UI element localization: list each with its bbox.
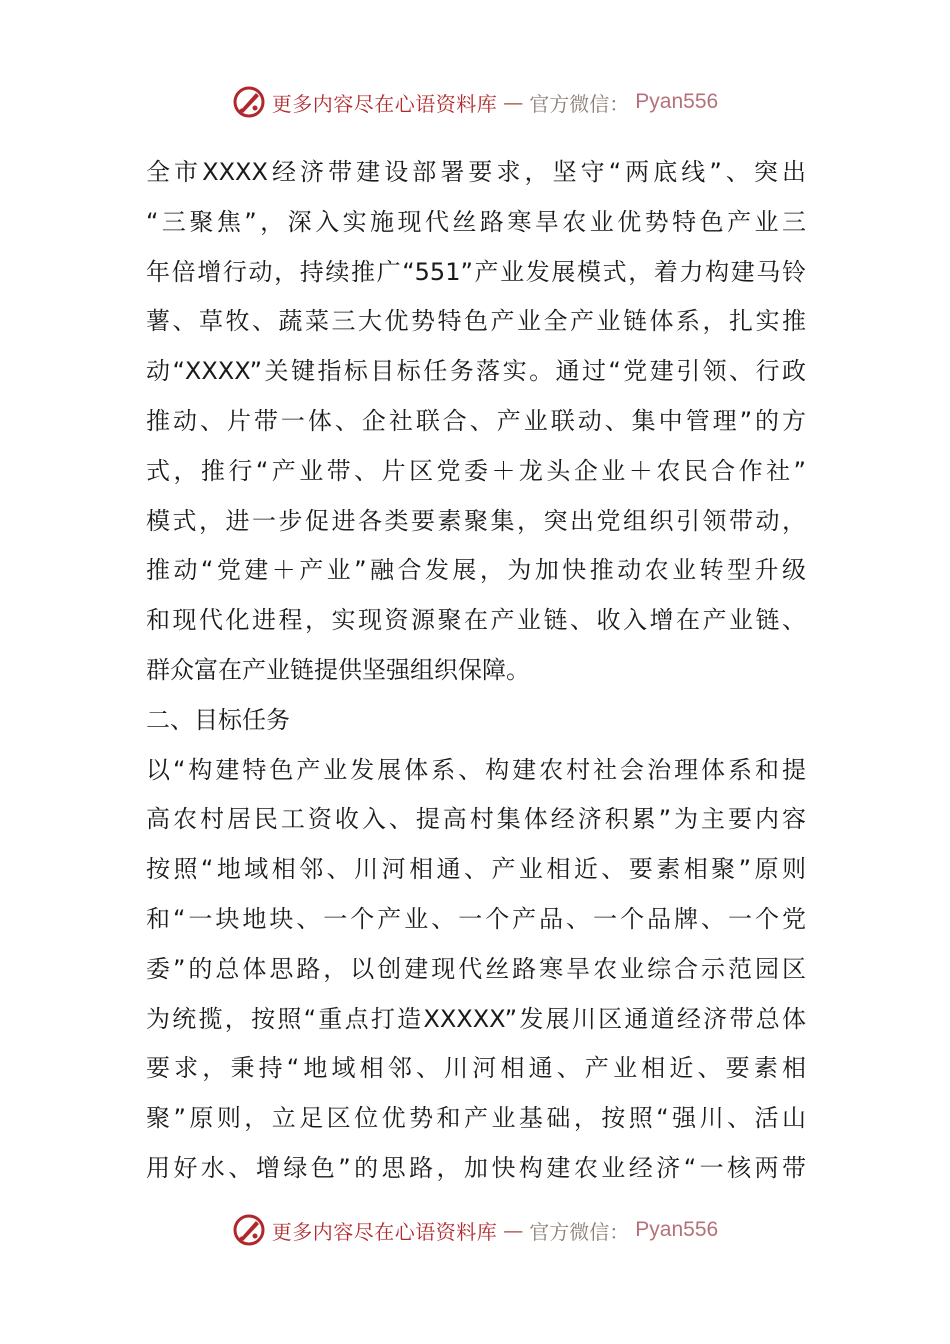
text-line: 高农村居民工资收入、提高村集体经济积累”为主要内容 xyxy=(146,805,806,834)
text-line: 按照“地域相邻、川河相通、产业相近、要素相聚”原则 xyxy=(146,855,806,884)
section-heading: 二、目标任务 xyxy=(146,705,290,734)
footer-banner xyxy=(0,1210,950,1250)
header-wechat-label: 官方微信： xyxy=(529,91,630,116)
text-line: 和“一块地块、一个产业、一个产品、一个品牌、一个党 xyxy=(146,904,806,933)
text-line: 以“构建特色产业发展体系、构建农村社会治理体系和提 xyxy=(146,755,806,784)
text-line: 薯、草牧、蔬菜三大优势特色产业全产业链体系，扎实推 xyxy=(146,307,806,336)
quill-seal-icon xyxy=(232,1213,266,1247)
text-line: 委”的总体思路，以创建现代丝路寒旱农业综合示范园区 xyxy=(146,954,806,983)
text-line: 要求，秉持“地域相邻、川河相通、产业相近、要素相 xyxy=(146,1054,806,1083)
document-body xyxy=(146,148,806,1194)
header-wechat-id: Pyan556 xyxy=(635,90,719,113)
header-separator: — xyxy=(503,90,524,114)
header-banner xyxy=(0,82,950,122)
text-line: 聚”原则，立足区位优势和产业基础，按照“强川、活山 xyxy=(146,1104,806,1133)
text-line: 式，推行“产业带、片区党委＋龙头企业＋农民合作社” xyxy=(146,456,806,485)
footer-wechat-id: Pyan556 xyxy=(635,1218,719,1241)
text-line: 为统揽，按照“重点打造XXXXX”发展川区通道经济带总体 xyxy=(146,1004,806,1033)
text-line: 动“XXXX”关键指标目标任务落实。通过“党建引领、行政 xyxy=(146,357,806,386)
text-line: 模式，进一步促进各类要素聚集，突出党组织引领带动， xyxy=(146,506,806,535)
text-line: 年倍增行动，持续推广“551”产业发展模式，着力构建马铃 xyxy=(146,257,806,286)
text-line: 推动“党建＋产业”融合发展，为加快推动农业转型升级 xyxy=(146,556,806,585)
footer-wechat-label: 官方微信： xyxy=(529,1219,630,1244)
footer-site-text: 更多内容尽在心语资料库 xyxy=(271,1219,498,1244)
quill-seal-icon xyxy=(232,85,266,119)
text-line: “三聚焦”，深入实施现代丝路寒旱农业优势特色产业三 xyxy=(146,207,806,236)
text-line: 全市XXXX经济带建设部署要求，坚守“两底线”、突出 xyxy=(146,158,806,186)
text-line: 推动、片带一体、企社联合、产业联动、集中管理”的方 xyxy=(146,406,806,435)
text-line: 和现代化进程，实现资源聚在产业链、收入增在产业链、 xyxy=(146,606,806,635)
footer-separator: — xyxy=(503,1218,524,1242)
header-site-text: 更多内容尽在心语资料库 xyxy=(271,91,498,116)
text-line: 用好水、增绿色”的思路，加快构建农业经济“一核两带 xyxy=(146,1153,806,1182)
text-line: 群众富在产业链提供坚强组织保障。 xyxy=(146,655,530,684)
